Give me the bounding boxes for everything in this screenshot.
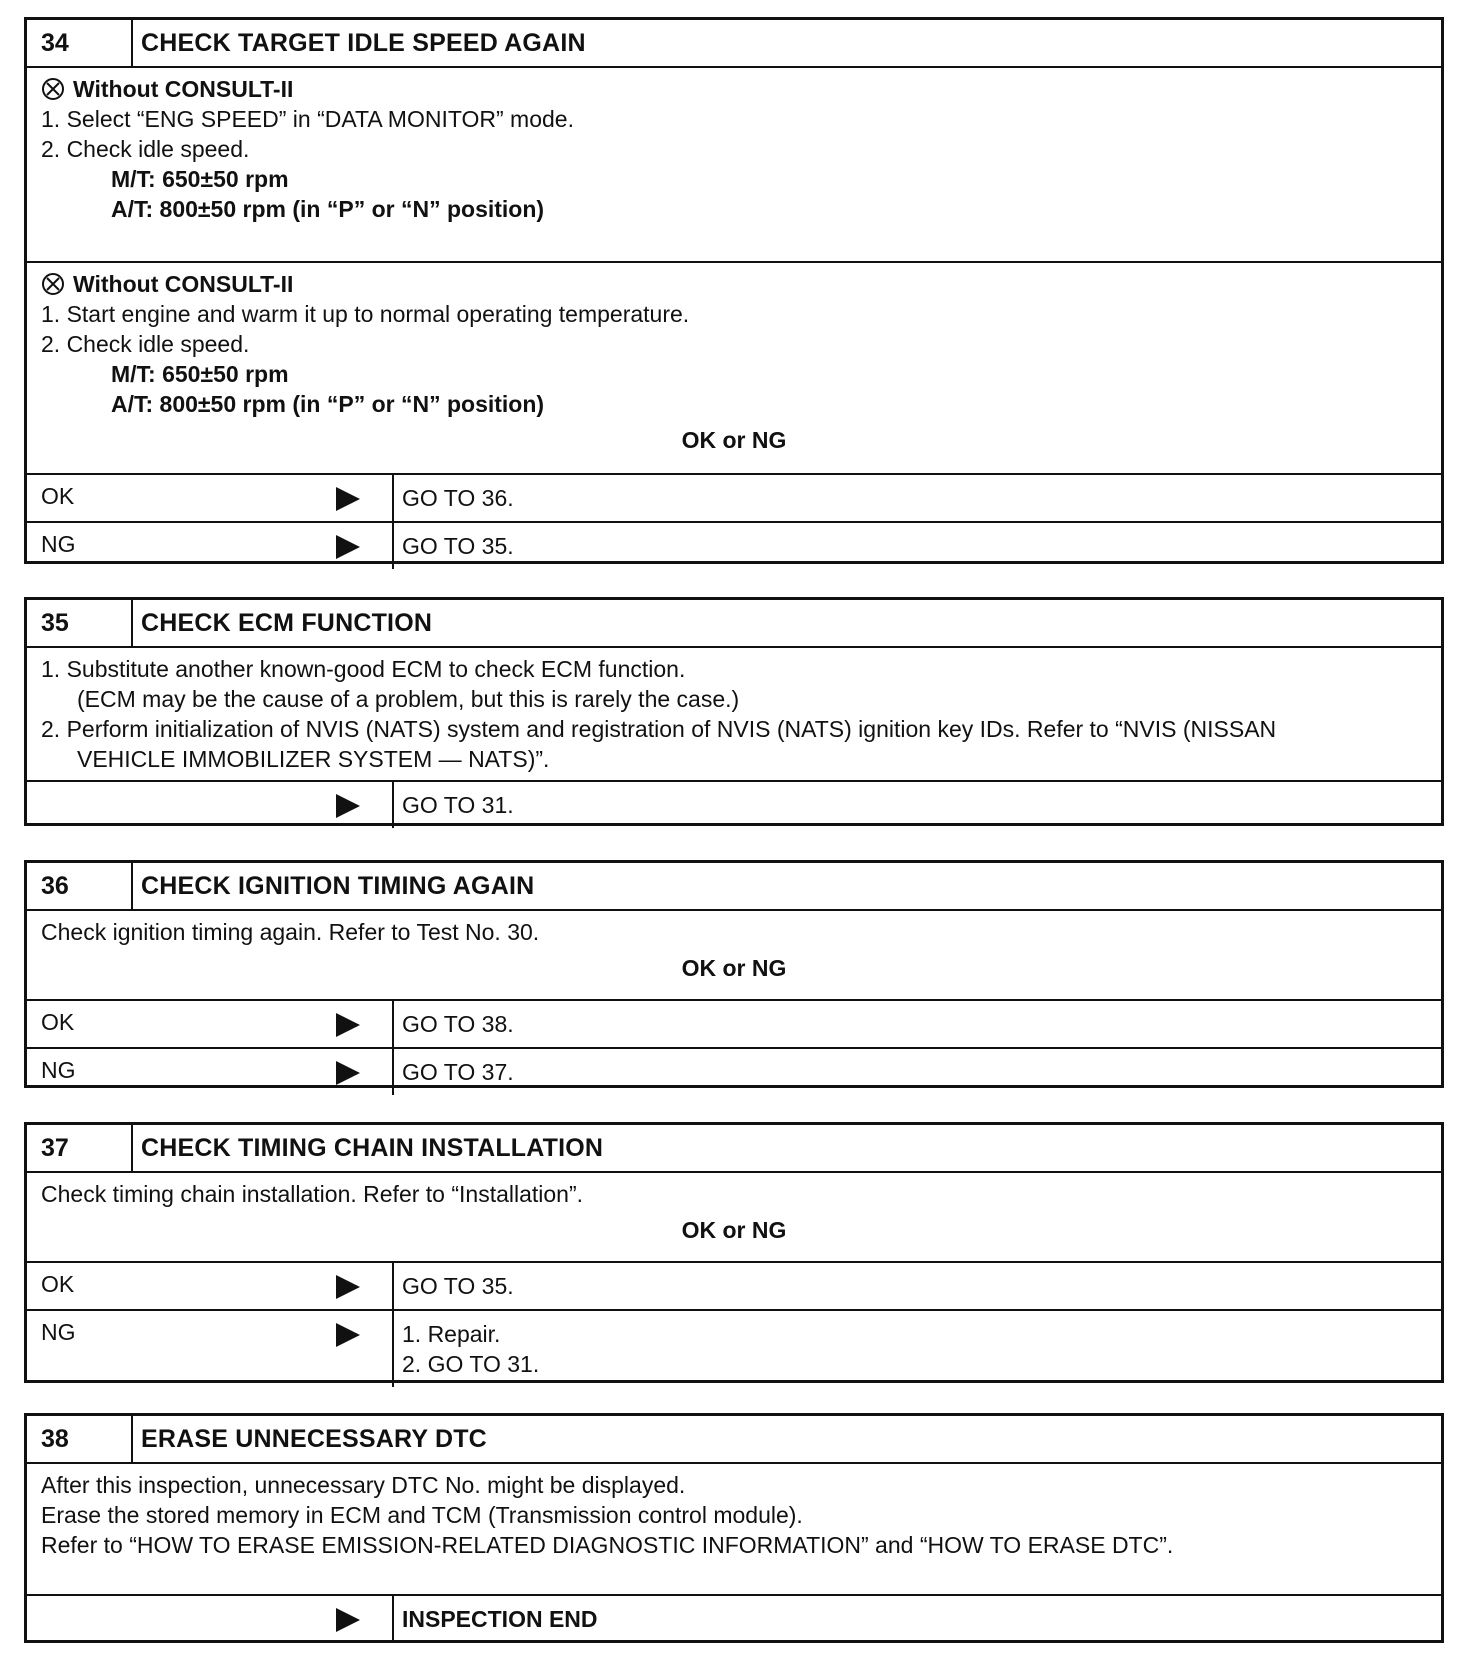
- step-line: 2. Check idle speed.: [41, 136, 250, 162]
- spec-line: A/T: 800±50 rpm (in “P” or “N” position): [111, 391, 545, 417]
- result-action-list: [392, 1311, 1441, 1387]
- right-triangle-arrow-icon: [336, 1608, 360, 1632]
- no-consult-icon: [41, 77, 65, 101]
- result-action: GO TO 35.: [392, 523, 1441, 569]
- result-action: GO TO 38.: [392, 1001, 1441, 1047]
- result-row-ng: [27, 1309, 1441, 1387]
- step-title: CHECK ECM FUNCTION: [141, 608, 433, 637]
- step-note: VEHICLE IMMOBILIZER SYSTEM — NATS)”.: [77, 746, 550, 772]
- block-header: [27, 600, 1441, 648]
- block-header: [27, 1416, 1441, 1464]
- step-line: After this inspection, unnecessary DTC No. might be displayed.: [41, 1472, 686, 1498]
- no-consult-icon: [41, 272, 65, 296]
- block-header: [27, 863, 1441, 911]
- step-number: 34: [27, 20, 133, 66]
- step-body: [27, 911, 1441, 999]
- result-row: [27, 1594, 1441, 1642]
- spec-line: A/T: 800±50 rpm (in “P” or “N” position): [111, 196, 545, 222]
- ok-or-ng-label: OK or NG: [681, 955, 787, 981]
- result-action: INSPECTION END: [392, 1596, 1441, 1642]
- step-line: Check timing chain installation. Refer to “Installation”.: [41, 1181, 584, 1207]
- right-triangle-arrow-icon: [336, 487, 360, 511]
- step-note: (ECM may be the cause of a problem, but this is rarely the case.): [77, 686, 740, 712]
- section-heading: Without CONSULT-II: [73, 76, 294, 102]
- right-triangle-arrow-icon: [336, 535, 360, 559]
- result-row: [27, 780, 1441, 828]
- right-triangle-arrow-icon: [336, 1275, 360, 1299]
- step-line: Check ignition timing again. Refer to Test No. 30.: [41, 919, 540, 945]
- result-row-ok: [27, 999, 1441, 1047]
- result-row-ng: [27, 521, 1441, 569]
- result-label: OK: [41, 1271, 75, 1297]
- block-header: [27, 1125, 1441, 1173]
- right-triangle-arrow-icon: [336, 794, 360, 818]
- right-triangle-arrow-icon: [336, 1061, 360, 1085]
- result-action: 1. Repair.: [402, 1321, 501, 1347]
- ok-or-ng-label: OK or NG: [681, 1217, 787, 1243]
- step-title: CHECK TIMING CHAIN INSTALLATION: [141, 1133, 604, 1162]
- step-line: 1. Substitute another known-good ECM to check ECM function.: [41, 656, 686, 682]
- section-heading: Without CONSULT-II: [73, 271, 294, 297]
- result-action: GO TO 35.: [392, 1263, 1441, 1309]
- step-body: [27, 1464, 1441, 1594]
- ok-or-ng-label: OK or NG: [681, 427, 787, 453]
- procedure-block-38: [24, 1413, 1444, 1643]
- result-action: 2. GO TO 31.: [402, 1351, 540, 1377]
- step-title: ERASE UNNECESSARY DTC: [141, 1424, 487, 1453]
- step-line: 1. Start engine and warm it up to normal operating temperature.: [41, 301, 690, 327]
- step-line: 2. Perform initialization of NVIS (NATS) system and registration of NVIS (NATS) ignition key IDs. Refer to “NVIS (NISSAN: [41, 716, 1277, 742]
- right-triangle-arrow-icon: [336, 1323, 360, 1347]
- step-line: 2. Check idle speed.: [41, 331, 250, 357]
- step-number: 36: [27, 863, 133, 909]
- procedure-block-34: [24, 17, 1444, 564]
- procedure-block-35: [24, 597, 1444, 826]
- spec-line: M/T: 650±50 rpm: [111, 361, 289, 387]
- result-row-ok: [27, 1261, 1441, 1309]
- result-action: GO TO 31.: [392, 782, 1441, 828]
- result-label: NG: [41, 1057, 76, 1083]
- step-number: 35: [27, 600, 133, 646]
- result-label: OK: [41, 483, 75, 509]
- result-label: NG: [41, 1319, 76, 1345]
- step-title: CHECK IGNITION TIMING AGAIN: [141, 871, 535, 900]
- result-row-ng: [27, 1047, 1441, 1095]
- procedure-block-37: [24, 1122, 1444, 1383]
- without-consult-section-2: [27, 261, 1441, 473]
- step-body: [27, 1173, 1441, 1261]
- result-label: NG: [41, 531, 76, 557]
- step-line: 1. Select “ENG SPEED” in “DATA MONITOR” mode.: [41, 106, 574, 132]
- step-line: Refer to “HOW TO ERASE EMISSION-RELATED DIAGNOSTIC INFORMATION” and “HOW TO ERASE DTC”.: [41, 1532, 1174, 1558]
- result-action: GO TO 36.: [392, 475, 1441, 521]
- result-action: GO TO 37.: [392, 1049, 1441, 1095]
- step-title: CHECK TARGET IDLE SPEED AGAIN: [141, 28, 586, 57]
- step-number: 38: [27, 1416, 133, 1462]
- result-label: OK: [41, 1009, 75, 1035]
- block-header: [27, 20, 1441, 68]
- step-number: 37: [27, 1125, 133, 1171]
- right-triangle-arrow-icon: [336, 1013, 360, 1037]
- spec-line: M/T: 650±50 rpm: [111, 166, 289, 192]
- result-row-ok: [27, 473, 1441, 521]
- procedure-block-36: [24, 860, 1444, 1088]
- without-consult-section-1: [27, 68, 1441, 261]
- step-line: Erase the stored memory in ECM and TCM (Transmission control module).: [41, 1502, 803, 1528]
- step-body: [27, 648, 1441, 780]
